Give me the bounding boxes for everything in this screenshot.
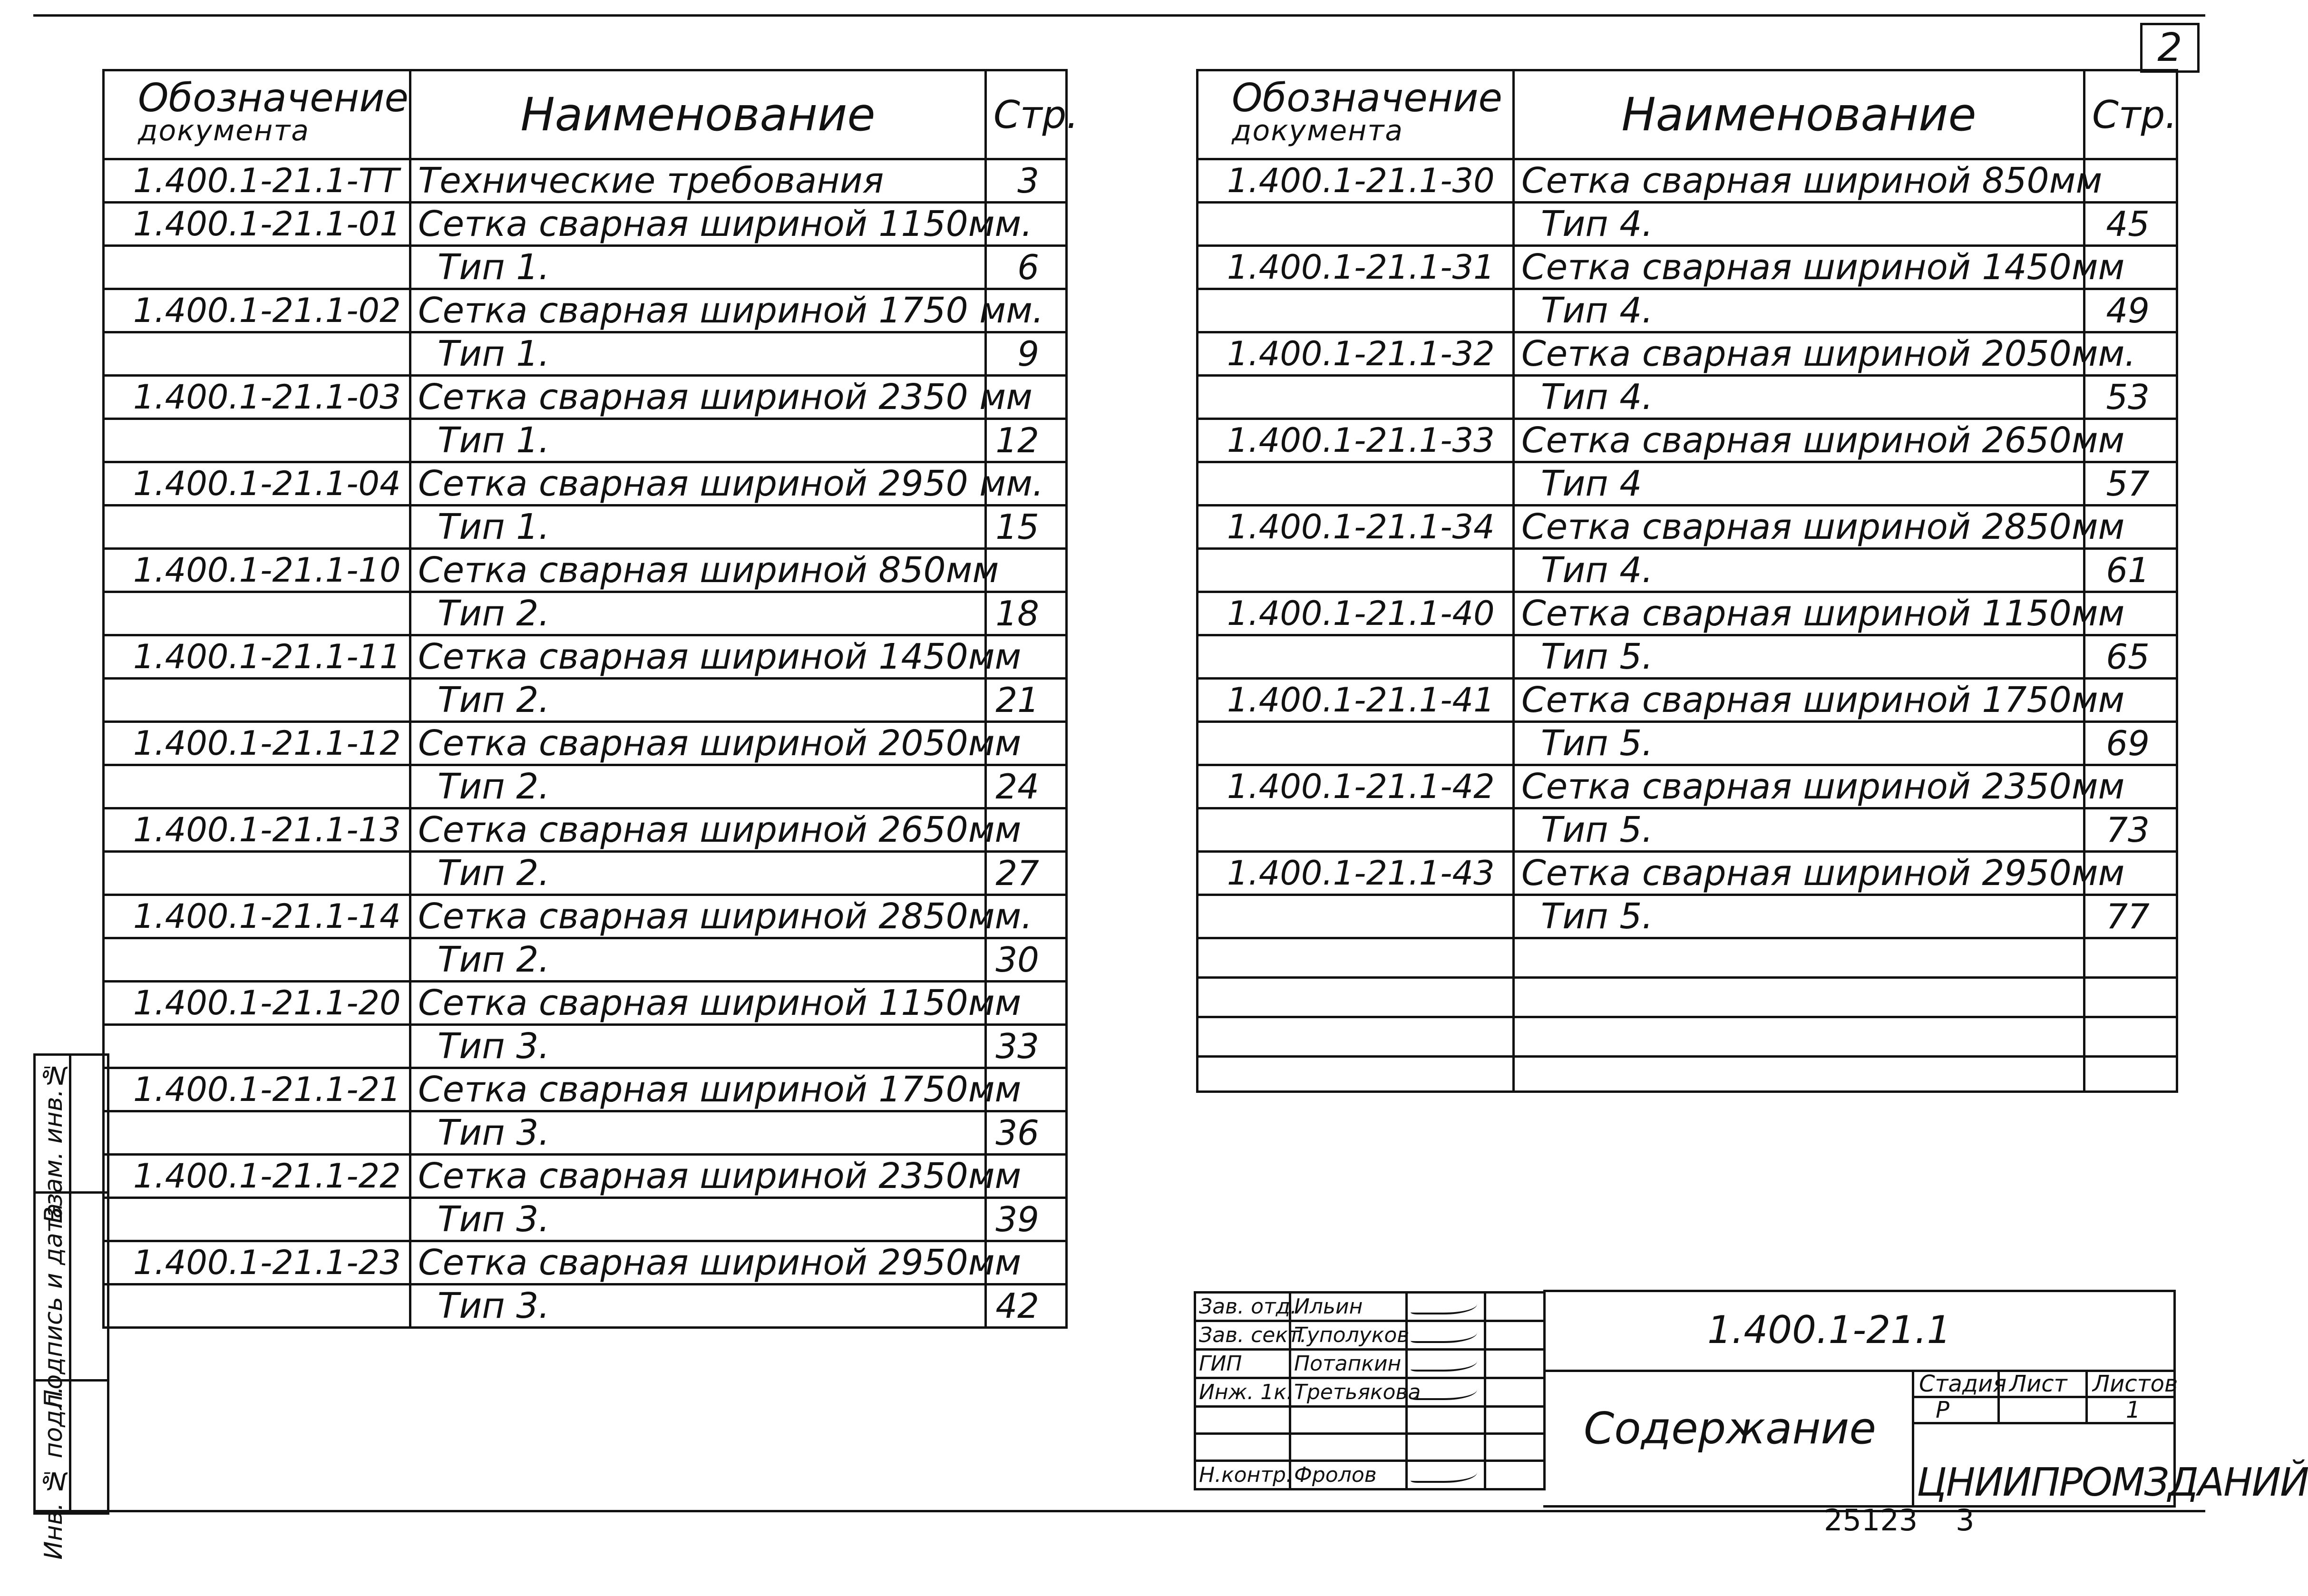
staff-signature [1407,1461,1485,1489]
row-designation: 1.400.1-21.1-34 [1198,506,1514,549]
row-name: Сетка сварная шириной 1450мм [1514,246,2084,289]
archive-number-suffix: 3 [1955,1503,1975,1538]
row-page: 24 [986,765,1067,808]
table-row [1198,159,2177,203]
row-name: Тип 3. [410,1198,986,1241]
row-designation: 1.400.1-21.1-33 [1198,419,1514,462]
row-designation [104,1111,410,1155]
table-row [104,635,1067,679]
row-page [2084,1057,2177,1092]
table-row [1198,765,2177,808]
table-row [104,246,1067,289]
table-row [104,679,1067,722]
staff-row [1195,1434,1545,1461]
row-designation [1198,462,1514,506]
row-designation: 1.400.1-21.1-40 [1198,592,1514,635]
sheets-total-value: 1 [2126,1397,2141,1423]
table-row [104,419,1067,462]
staff-name: Фролов [1290,1461,1407,1489]
table-row [104,1111,1067,1155]
row-page: 15 [986,506,1067,549]
row-designation: 1.400.1-21.1-31 [1198,246,1514,289]
header-designation [104,70,410,159]
table-row [1198,895,2177,938]
organization-name: ЦНИИПРОМЗДАНИЙ [1917,1460,2308,1505]
row-page: 18 [986,592,1067,635]
row-page [2084,978,2177,1017]
table-row [1198,852,2177,895]
contents-table-right [1196,69,2178,1093]
document-title: Содержание [1584,1403,1876,1454]
signature-mark [1411,1462,1477,1483]
side-stamp [33,1053,109,1560]
table-row [1198,332,2177,376]
row-designation: 1.400.1-21.1-22 [104,1155,410,1198]
row-designation [1198,289,1514,332]
header-designation-line1: Обозначение [138,76,409,121]
table-row [1198,549,2177,592]
row-designation [1198,203,1514,246]
table-row [104,765,1067,808]
table-row [1198,635,2177,679]
row-page: 6 [986,246,1067,289]
table-row [104,506,1067,549]
row-designation [104,938,410,982]
table-row [104,808,1067,852]
row-page: 73 [2084,808,2177,852]
row-name: Технические требования [410,159,986,203]
row-name: Тип 3. [410,1111,986,1155]
table-row [1198,808,2177,852]
row-name: Сетка сварная шириной 850мм [1514,159,2084,203]
row-name [1514,1017,2084,1057]
table-row [1198,289,2177,332]
row-designation: 1.400.1-21.1-30 [1198,159,1514,203]
table-row [104,592,1067,635]
row-page: 77 [2084,895,2177,938]
header-designation-line1: Обозначение [1232,76,1502,121]
table-row [104,1155,1067,1198]
stage-header: Стадия [1919,1371,2007,1397]
staff-name: Третьякова [1290,1378,1407,1407]
row-designation: 1.400.1-21.1-41 [1198,679,1514,722]
row-name: Тип 2. [410,592,986,635]
row-name: Сетка сварная шириной 2850мм. [410,895,986,938]
row-page: 36 [986,1111,1067,1155]
row-name: Сетка сварная шириной 2350мм [1514,765,2084,808]
row-name: Тип 2. [410,852,986,895]
table-row [1198,376,2177,419]
row-designation: 1.400.1-21.1-12 [104,722,410,765]
row-name: Сетка сварная шириной 2650мм [1514,419,2084,462]
table-row [1198,1057,2177,1092]
contents-table-left [102,69,1079,1329]
row-name: Тип 4. [1514,203,2084,246]
archive-number [1824,1503,1974,1538]
row-designation [104,1198,410,1241]
table-row [104,722,1067,765]
row-name: Сетка сварная шириной 1750мм [410,1068,986,1111]
staff-row [1195,1407,1545,1434]
staff-row [1195,1321,1545,1350]
table-row [104,1198,1067,1241]
staff-name [1290,1407,1407,1434]
row-name: Сетка сварная шириной 2350 мм [410,376,986,419]
tb-mid-line [1543,1370,2176,1372]
header-page: Стр. [2084,70,2177,159]
row-name [1514,1057,2084,1092]
frame-top-line [33,14,2205,17]
row-name: Тип 3. [410,1285,986,1328]
row-page: 69 [2084,722,2177,765]
row-name [1514,938,2084,978]
row-name: Сетка сварная шириной 2350мм [410,1155,986,1198]
staff-name: Ильин [1290,1293,1407,1321]
staff-signature [1407,1293,1485,1321]
row-designation [1198,722,1514,765]
document-code: 1.400.1-21.1 [1707,1308,1951,1352]
row-name: Тип 2. [410,765,986,808]
row-designation [1198,1057,1514,1092]
row-page [2084,938,2177,978]
row-designation [1198,808,1514,852]
staff-date [1485,1293,1545,1321]
row-designation: 1.400.1-21.1-14 [104,895,410,938]
staff-role [1195,1434,1290,1461]
row-page: 57 [2084,462,2177,506]
table-row [1198,1017,2177,1057]
staff-row [1195,1293,1545,1321]
row-designation [104,506,410,549]
staff-date [1485,1434,1545,1461]
row-page: 33 [986,1025,1067,1068]
stamp-label-replace: Взам. инв.№ [39,1061,68,1224]
row-name: Сетка сварная шириной 850мм [410,549,986,592]
staff-role: Зав. отд. [1195,1293,1290,1321]
row-designation [104,679,410,722]
table-row [1198,722,2177,765]
row-designation [104,332,410,376]
row-page: 39 [986,1198,1067,1241]
row-designation: 1.400.1-21.1-02 [104,289,410,332]
staff-name [1290,1434,1407,1461]
table-row [104,289,1067,332]
staff-signature [1407,1434,1485,1461]
tb-stage-divider [1912,1370,1914,1508]
table-row [104,332,1067,376]
row-designation: 1.400.1-21.1-21 [104,1068,410,1111]
row-designation [104,765,410,808]
staff-signature [1407,1321,1485,1350]
table-row [1198,978,2177,1017]
row-designation [1198,978,1514,1017]
row-designation [1198,895,1514,938]
row-name: Сетка сварная шириной 1750 мм. [410,289,986,332]
row-name: Тип 5. [1514,808,2084,852]
row-designation: 1.400.1-21.1-10 [104,549,410,592]
row-name: Тип 2. [410,679,986,722]
staff-row [1195,1350,1545,1378]
header-name: Наименование [410,70,986,159]
table-row [1198,592,2177,635]
table-row [1198,506,2177,549]
archive-number-main: 25123 [1824,1503,1918,1538]
row-name: Сетка сварная шириной 2050мм [410,722,986,765]
staff-role: Н.контр. [1195,1461,1290,1489]
table-row [104,895,1067,938]
row-name: Сетка сварная шириной 1450мм [410,635,986,679]
row-designation [104,592,410,635]
row-page: 65 [2084,635,2177,679]
row-name: Тип 1. [410,419,986,462]
table-row [104,938,1067,982]
row-name: Тип 1. [410,506,986,549]
tb-top-line [1543,1290,2176,1292]
row-page: 61 [2084,549,2177,592]
staff-date [1485,1378,1545,1407]
row-designation [104,852,410,895]
row-designation [104,1285,410,1328]
staff-role: ГИП [1195,1350,1290,1378]
table-row [104,852,1067,895]
row-page: 27 [986,852,1067,895]
row-designation: 1.400.1-21.1-04 [104,462,410,506]
row-designation [104,419,410,462]
row-name: Тип 5. [1514,722,2084,765]
row-name: Сетка сварная шириной 1150мм [1514,592,2084,635]
row-name: Тип 4 [1514,462,2084,506]
row-name: Сетка сварная шириной 1150мм. [410,203,986,246]
table-row [1198,938,2177,978]
staff-name: Туполуков [1290,1321,1407,1350]
row-name: Тип 1. [410,332,986,376]
staff-role [1195,1407,1290,1434]
staff-date [1485,1321,1545,1350]
row-name: Сетка сварная шириной 2950 мм. [410,462,986,506]
row-name: Сетка сварная шириной 2050мм. [1514,332,2084,376]
row-designation: 1.400.1-21.1-01 [104,203,410,246]
stamp-label-inventory: Инв. № подл. [39,1386,68,1560]
sheet-header: Лист [2009,1371,2067,1397]
row-name: Тип 1. [410,246,986,289]
row-name: Тип 2. [410,938,986,982]
stage-value: Р [1936,1397,1949,1423]
row-name: Сетка сварная шириной 1150мм [410,982,986,1025]
row-designation [104,246,410,289]
row-designation: 1.400.1-21.1-42 [1198,765,1514,808]
table-row [1198,246,2177,289]
header-designation [1198,70,1514,159]
staff-row [1195,1378,1545,1407]
table-row [104,203,1067,246]
title-block-staff [1194,1291,1546,1490]
row-page: 21 [986,679,1067,722]
table-row [104,159,1067,203]
table-row [104,1068,1067,1111]
row-page: 53 [2084,376,2177,419]
row-name: Тип 3. [410,1025,986,1068]
table-row [104,1025,1067,1068]
staff-date [1485,1461,1545,1489]
staff-date [1485,1350,1545,1378]
row-designation: 1.400.1-21.1-20 [104,982,410,1025]
row-designation: 1.400.1-21.1-13 [104,808,410,852]
row-page: 42 [986,1285,1067,1328]
row-designation: 1.400.1-21.1-11 [104,635,410,679]
row-name: Сетка сварная шириной 2650мм [410,808,986,852]
header-designation-line2: документа [138,114,310,147]
table-row [1198,679,2177,722]
row-name: Тип 4. [1514,289,2084,332]
row-page: 30 [986,938,1067,982]
tb-sheets-divider [2085,1370,2088,1422]
row-designation: 1.400.1-21.1-43 [1198,852,1514,895]
table-row [104,376,1067,419]
stamp-cell-signature [36,1194,71,1408]
header-page: Стр. [986,70,1067,159]
table-row [104,549,1067,592]
row-designation [1198,938,1514,978]
row-name: Тип 4. [1514,549,2084,592]
header-name: Наименование [1514,70,2084,159]
staff-row [1195,1461,1545,1489]
table-row [1198,462,2177,506]
table-row [104,1285,1067,1328]
signature-mark [1411,1294,1477,1314]
row-designation: 1.400.1-21.1-23 [104,1241,410,1285]
sheet-number: 2 [2140,23,2200,73]
stamp-cell-replace [36,1056,71,1224]
staff-name: Потапкин [1290,1350,1407,1378]
row-page: 3 [986,159,1067,203]
row-designation [104,1025,410,1068]
row-page [2084,1017,2177,1057]
table-row [104,462,1067,506]
row-name: Сетка сварная шириной 2950мм [1514,852,2084,895]
staff-date [1485,1407,1545,1434]
signature-mark [1411,1351,1477,1372]
row-designation [1198,1017,1514,1057]
sheets-header: Листов [2093,1371,2178,1397]
row-name: Тип 5. [1514,895,2084,938]
table-row [104,982,1067,1025]
row-designation [1198,549,1514,592]
row-designation: 1.400.1-21.1-32 [1198,332,1514,376]
row-page: 9 [986,332,1067,376]
row-designation: 1.400.1-21.1-ТТ [104,159,410,203]
row-name: Тип 5. [1514,635,2084,679]
table-row [1198,419,2177,462]
header-designation-line2: документа [1232,114,1404,147]
row-designation: 1.400.1-21.1-03 [104,376,410,419]
table-row [1198,203,2177,246]
row-name: Сетка сварная шириной 2950мм [410,1241,986,1285]
staff-signature [1407,1407,1485,1434]
row-name: Сетка сварная шириной 1750мм [1514,679,2084,722]
staff-role: Зав. сект. [1195,1321,1290,1350]
staff-role: Инж. 1к. [1195,1378,1290,1407]
table-row [104,1241,1067,1285]
stamp-cell-inventory [36,1382,71,1560]
staff-signature [1407,1378,1485,1407]
row-page: 45 [2084,203,2177,246]
row-designation [1198,376,1514,419]
staff-signature [1407,1350,1485,1378]
row-page: 12 [986,419,1067,462]
row-name: Сетка сварная шириной 2850мм [1514,506,2084,549]
stamp-label-signature: Подпись и дата [39,1203,68,1408]
signature-mark [1411,1379,1477,1400]
row-page: 49 [2084,289,2177,332]
row-designation [1198,635,1514,679]
row-name: Тип 4. [1514,376,2084,419]
row-name [1514,978,2084,1017]
signature-mark [1411,1322,1477,1343]
